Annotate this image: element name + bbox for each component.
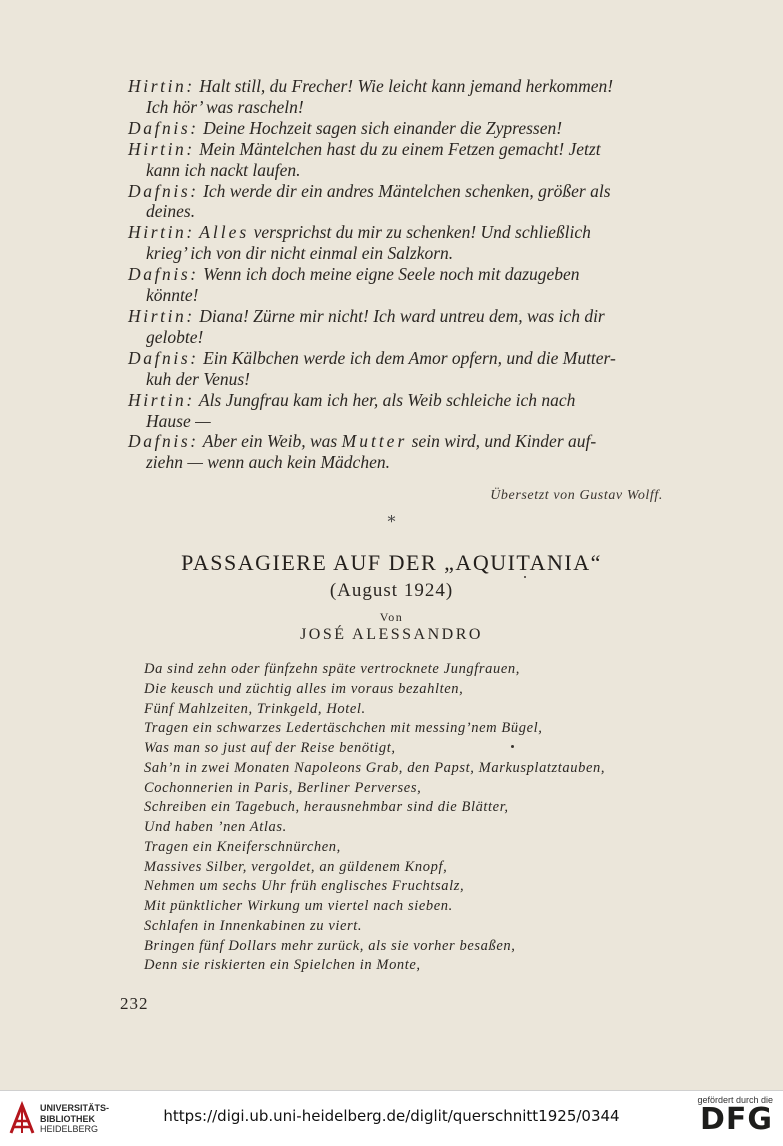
dialogue-text: Mein Mäntelchen hast du zu einem Fetzen gemacht! Jetzt (199, 138, 601, 159)
dialogue-entry (128, 181, 688, 223)
print-speck (524, 576, 526, 578)
speaker-name: Hirtin: (128, 76, 195, 96)
dialogue-line (128, 76, 688, 97)
poem-line: Tragen ein Kneiferschnürchen, (144, 838, 341, 855)
dialogue-line (128, 452, 688, 473)
poem-line: Und haben ’nen Atlas. (144, 819, 287, 835)
dialogue-line (128, 118, 688, 139)
dialogue-block (128, 76, 688, 473)
poem-body (144, 660, 704, 976)
dialogue-entry (128, 264, 688, 306)
poem-line: Nehmen um sechs Uhr früh englisches Fruchtsalz, (144, 878, 465, 895)
dialogue-text: kann ich nackt laufen. (146, 159, 301, 180)
dialogue-entry (128, 431, 688, 473)
poem-line: Schreiben ein Tagebuch, herausnehmbar sind die Blätter, (144, 799, 509, 816)
dialogue-entry (128, 76, 688, 118)
dialogue-text: gelobte! (146, 326, 204, 347)
poem-line: Was man so just auf der Reise benötigt, (144, 740, 396, 756)
dialogue-text: könnte! (146, 285, 199, 306)
section-separator: * (387, 512, 396, 531)
byline: Von (379, 610, 404, 624)
dialogue-entry (128, 348, 688, 390)
dialogue-line (128, 264, 688, 285)
poem-title: PASSAGIERE AUF DER „AQUITANIA“ (181, 550, 602, 575)
poem-line: Bringen fünf Dollars mehr zurück, als sie vorher besaßen, (144, 937, 516, 954)
dialogue-text: Ein Kälbchen werde ich dem Amor opfern, und die Mutter- (203, 347, 616, 368)
funding-caption: gefördert durch die (697, 1095, 773, 1105)
dialogue-line (128, 390, 688, 411)
dialogue-text: deines. (146, 201, 196, 222)
dialogue-entry (128, 306, 688, 348)
footer-bar (0, 1090, 783, 1146)
dialogue-text: Wenn ich doch meine eigne Seele noch mit dazugeben (203, 264, 580, 285)
dialogue-line (128, 97, 688, 118)
dialogue-line (128, 139, 688, 160)
poem-line: Massives Silber, vergoldet, an güldenem Knopf, (144, 858, 448, 875)
dialogue-line (128, 348, 688, 369)
author-name: JOSÉ ALESSANDRO (300, 626, 483, 643)
dialogue-entry (128, 222, 688, 264)
translator-credit: Übersetzt von Gustav Wolff. (490, 488, 663, 503)
dialogue-text: Als Jungfrau kam ich her, als Weib schleiche ich nach (198, 389, 576, 410)
dialogue-text: Deine Hochzeit sagen sich einander die Zypressen! (203, 117, 563, 138)
poem-line: Cochonnerien in Paris, Berliner Perverses, (144, 779, 422, 796)
document-url-link[interactable]: https://digi.ub.uni-heidelberg.de/diglit/querschnitt1925/0344 (163, 1107, 620, 1125)
dialogue-line (128, 327, 688, 348)
speaker-name: Dafnis: (128, 180, 199, 201)
poem-line: Tragen ein schwarzes Ledertäschchen mit messing’nem Bügel, (144, 720, 543, 737)
speaker-name: Hirtin: (128, 222, 195, 243)
dialogue-line (128, 160, 688, 181)
dfg-wordmark: DFG (699, 1102, 773, 1137)
speaker-name: Hirtin: (128, 138, 195, 159)
speaker-name: Dafnis: (128, 264, 199, 285)
dialogue-entry (128, 390, 688, 432)
dialogue-text: Halt still, du Frecher! Wie leicht kann jemand herkommen! (199, 76, 614, 96)
poem-line: Denn sie riskierten ein Spielchen in Monte, (144, 957, 421, 974)
dialogue-line (128, 243, 688, 264)
poem-line: Die keusch und züchtig alles im voraus bezahlten, (144, 680, 464, 697)
emphasized-word: Mutter (341, 431, 408, 452)
dialogue-entry (128, 139, 688, 181)
dialogue-line (128, 285, 688, 306)
dialogue-line (128, 181, 688, 202)
speaker-name: Hirtin: (128, 389, 195, 410)
speaker-name: Dafnis: (128, 431, 199, 452)
poem-line: Sah’n in zwei Monaten Napoleons Grab, den Papst, Markusplatztauben, (144, 759, 606, 776)
dialogue-line (128, 201, 688, 222)
dialogue-text: ziehn — wenn auch kein Mädchen. (146, 452, 390, 473)
dfg-logo[interactable] (673, 1095, 773, 1141)
dialogue-text: Alles versprichst du mir zu schenken! Und schließlich (199, 222, 591, 243)
poem-line: Schlafen in Innenkabinen zu viert. (144, 917, 363, 934)
dialogue-line (128, 306, 688, 327)
speaker-name: Dafnis: (128, 117, 199, 138)
dialogue-line (128, 369, 688, 390)
dialogue-entry (128, 118, 688, 139)
emphasized-word: Alles (199, 222, 250, 243)
print-speck (511, 745, 514, 748)
poem-line: Mit pünktlicher Wirkung um viertel nach sieben. (144, 898, 453, 914)
dialogue-text: Diana! Zürne mir nicht! Ich ward untreu dem, was ich dir (199, 305, 605, 326)
institution-name: UNIVERSITÄTS- BIBLIOTHEK HEIDELBERG (40, 1103, 110, 1134)
dialogue-text: Aber ein Weib, was Mutter sein wird, und Kinder auf- (202, 431, 597, 452)
dialogue-text: kuh der Venus! (146, 368, 251, 389)
poem-line: Fünf Mahlzeiten, Trinkgeld, Hotel. (144, 700, 366, 717)
dialogue-line (128, 431, 688, 452)
dialogue-text: Hause — (146, 410, 211, 431)
speaker-name: Dafnis: (128, 347, 199, 368)
speaker-name: Hirtin: (128, 305, 195, 326)
dialogue-text: Ich hör’ was rascheln! (146, 96, 304, 117)
dialogue-text: Ich werde dir ein andres Mäntelchen schenken, größer als (203, 180, 611, 201)
dialogue-text: krieg’ ich von dir nicht einmal ein Salzkorn. (146, 243, 454, 264)
dialogue-line (128, 411, 688, 432)
page-number: 232 (120, 994, 149, 1013)
poem-subtitle: (August 1924) (329, 580, 454, 601)
poem-line: Da sind zehn oder fünfzehn späte vertrocknete Jungfrauen, (144, 661, 520, 677)
dialogue-line (128, 222, 688, 243)
